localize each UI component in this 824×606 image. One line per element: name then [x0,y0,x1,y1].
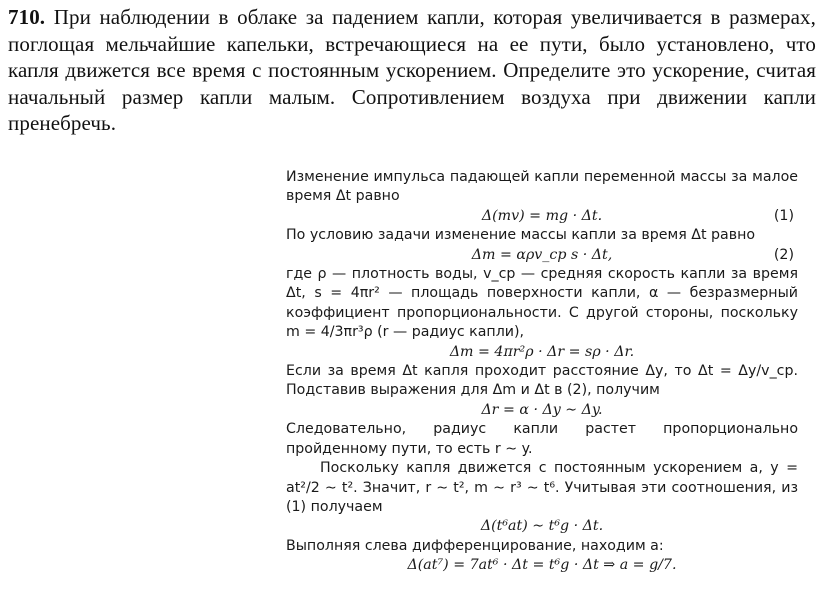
equation-1 [286,207,798,226]
equation-1-number: (1) [773,207,794,224]
equation-5: Δ(t⁶at) ∼ t⁶g · Δt. [480,518,604,535]
equation-1-body: Δ(mv) = mg · Δt. [481,207,603,224]
solution-paragraph-4: Если за время Δt капля проходит расстояние Δy, то Δt = Δy/v_ср. Подставив выражения для Δm и Δt в (2), получим [286,363,798,399]
problem-statement [8,4,816,137]
solution-paragraph-1: Изменение импульса падающей капли переменной массы за малое время Δt равно [286,169,798,205]
problem-number: 710. [8,5,46,29]
equation-3: Δm = 4πr²ρ · Δr = sρ · Δr. [449,343,635,360]
solution-paragraph-3: где ρ — плотность воды, v_ср — средняя скорость капли за время Δt, s = 4πr² — площадь поверхности капли, α — безразмерный коэффициент пропорциональности. С другой стороны, поскольку m = 4/3πr³ρ (r — радиус капли), [286,266,798,341]
equation-2 [286,246,798,265]
equation-6: Δ(at⁷) = 7at⁶ · Δt = t⁶g · Δt ⇒ a = g/7. [407,557,677,574]
solution-paragraph-7: Выполняя слева дифференцирование, находим a: [286,537,664,554]
solution-paragraph-5: Следовательно, радиус капли растет пропорционально пройденному пути, то есть r ∼ y. [286,421,798,457]
solution-paragraph-6: Поскольку капля движется с постоянным ускорением a, y = at²/2 ∼ t². Значит, r ∼ t², m ∼ r³ ∼ t⁶. Учитывая эти соотношения, из (1) получаем [286,460,798,515]
problem-text: При наблюдении в облаке за падением капли, которая увеличивается в размерах, поглощая мельчайшие капельки, встречающиеся на ее пути, было установлено, что капля движется все время с постоянным ускорением. Определите это ускорение, считая начальный размер капли малым. Сопротивлением воздуха при движении капли пренебречь. [8,5,816,135]
solution-block [286,168,798,576]
equation-2-body: Δm = αρv_ср s · Δt, [471,246,613,263]
solution-paragraph-2: По условию задачи изменение массы капли за время Δt равно [286,227,756,244]
equation-2-number: (2) [773,246,794,263]
equation-4: Δr = α · Δy ∼ Δy. [481,401,603,418]
